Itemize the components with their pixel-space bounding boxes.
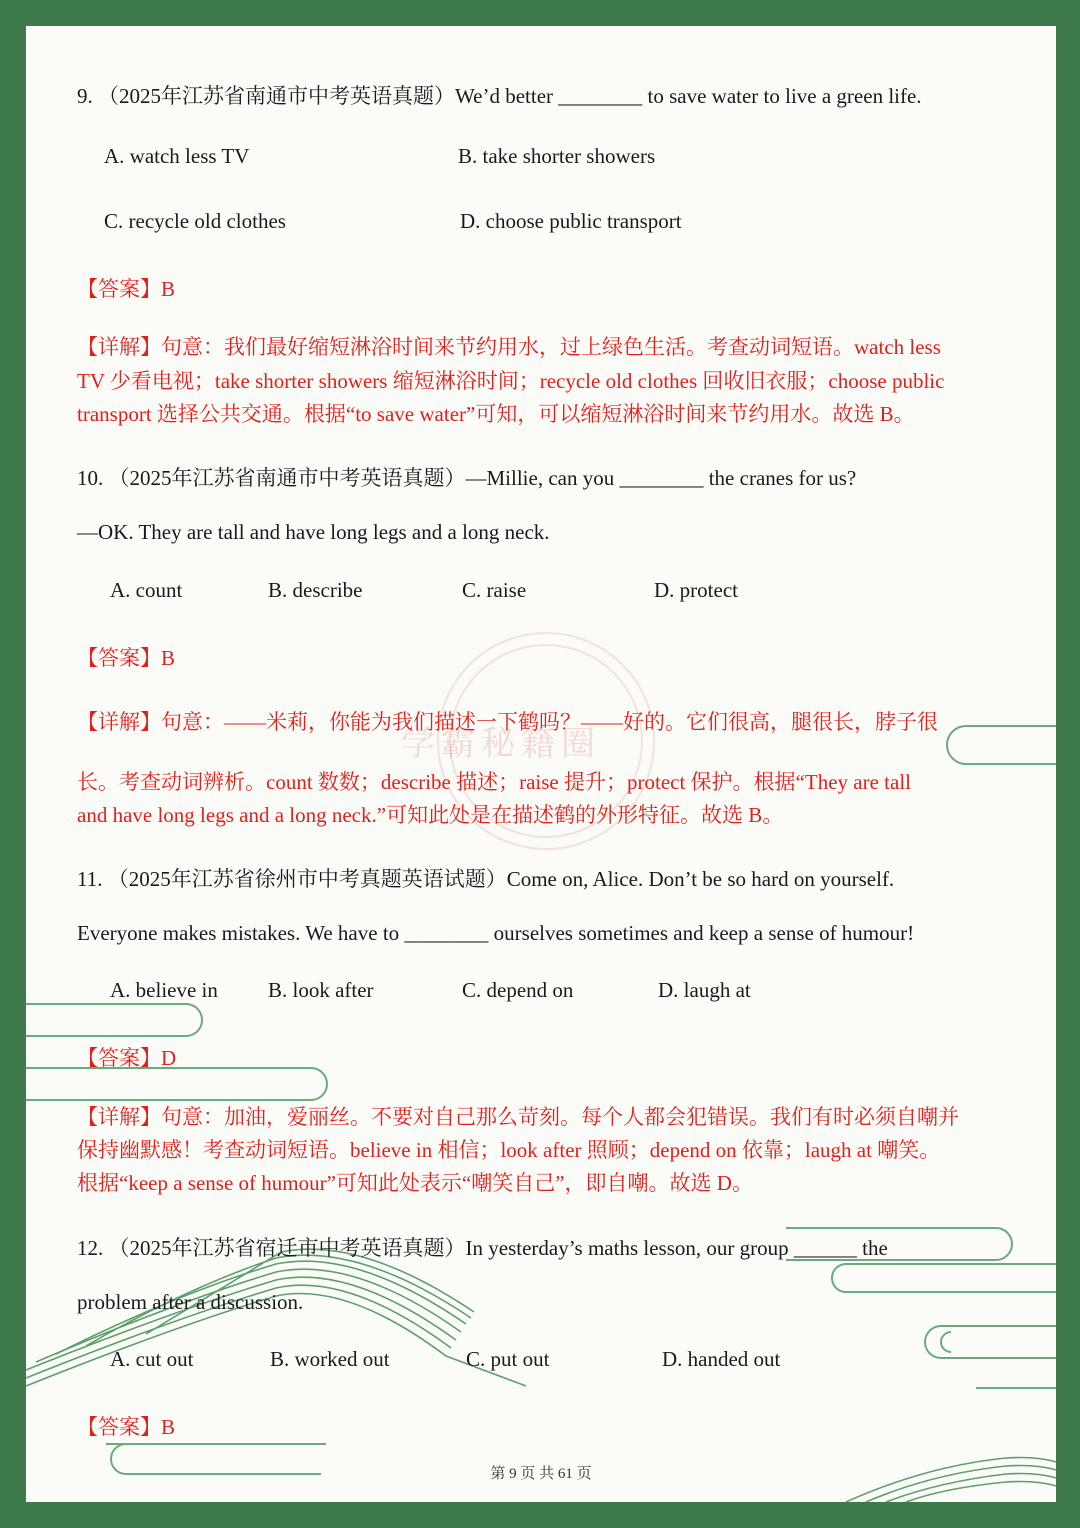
q10-option-b: B. describe [268, 578, 363, 602]
question-12-stem: 12. （2025年江苏省宿迁市中考英语真题）In yesterday’s maths lesson, our group ______ the [77, 1236, 888, 1260]
q11-explanation-line: 【详解】句意：加油，爱丽丝。不要对自己那么苛刻。每个人都会犯错误。我们有时必须自嘲并 [77, 1105, 959, 1129]
q10-option-c: C. raise [462, 578, 527, 602]
q12-option-d: D. handed out [662, 1347, 781, 1371]
question-9-stem: 9. （2025年江苏省南通市中考英语真题）We’d better ________ to save water to live a green life. [77, 84, 922, 108]
document-page [26, 26, 1056, 1502]
q10-explanation-line: and have long legs and a long neck.”可知此处是在描述鹤的外形特征。故选 B。 [77, 803, 784, 827]
question-10-stem: 10. （2025年江苏省南通市中考英语真题）—Millie, can you ________ the cranes for us? [77, 466, 857, 490]
q11-answer: 【答案】D [77, 1046, 177, 1070]
q9-explanation-line: TV 少看电视；take shorter showers 缩短淋浴时间；recycle old clothes 回收旧衣服；choose public [77, 369, 945, 393]
page-number: 第 9 页 共 61 页 [490, 1466, 592, 1482]
q9-option-b: B. take shorter showers [458, 144, 656, 168]
q9-option-d: D. choose public transport [460, 209, 682, 233]
q11-explanation-line: 根据“keep a sense of humour”可知此处表示“嘲笑自己”，即自嘲。故选 D。 [77, 1171, 753, 1195]
q9-option-c: C. recycle old clothes [104, 209, 286, 233]
q11-option-d: D. laugh at [658, 978, 751, 1002]
q9-answer: 【答案】B [77, 277, 176, 301]
q12-option-a: A. cut out [110, 1347, 194, 1371]
q11-option-c: C. depend on [462, 978, 574, 1002]
watermark: 学霸秘籍圈 [401, 724, 601, 764]
q10-option-d: D. protect [654, 578, 738, 602]
q10-explanation-line: 长。考查动词辨析。count 数数；describe 描述；raise 提升；protect 保护。根据“They are tall [77, 770, 911, 794]
question-10-stem-continued: —OK. They are tall and have long legs and a long neck. [77, 520, 550, 544]
question-12-stem-continued: problem after a discussion. [77, 1290, 304, 1314]
q12-option-b: B. worked out [270, 1347, 390, 1371]
q9-option-a: A. watch less TV [104, 144, 250, 168]
q10-answer: 【答案】B [77, 646, 176, 670]
q10-explanation-line: 【详解】句意：——米莉，你能为我们描述一下鹤吗？——好的。它们很高，腿很长，脖子很 [77, 710, 938, 734]
question-11-stem: 11. （2025年江苏省徐州市中考真题英语试题）Come on, Alice. Don’t be so hard on yourself. [77, 867, 895, 891]
q11-option-b: B. look after [268, 978, 374, 1002]
q11-option-a: A. believe in [110, 978, 218, 1002]
q10-option-a: A. count [110, 578, 183, 602]
q11-explanation-line: 保持幽默感！考查动词短语。believe in 相信；look after 照顾；depend on 依靠；laugh at 嘲笑。 [77, 1138, 941, 1162]
q12-option-c: C. put out [466, 1347, 550, 1371]
q12-answer: 【答案】B [77, 1415, 176, 1439]
question-11-stem-continued: Everyone makes mistakes. We have to ________ ourselves sometimes and keep a sense of humour! [77, 921, 915, 945]
q9-explanation-line: 【详解】句意：我们最好缩短淋浴时间来节约用水，过上绿色生活。考查动词短语。watch less [77, 335, 941, 359]
q9-explanation-line: transport 选择公共交通。根据“to save water”可知，可以缩短淋浴时间来节约用水。故选 B。 [77, 402, 915, 426]
